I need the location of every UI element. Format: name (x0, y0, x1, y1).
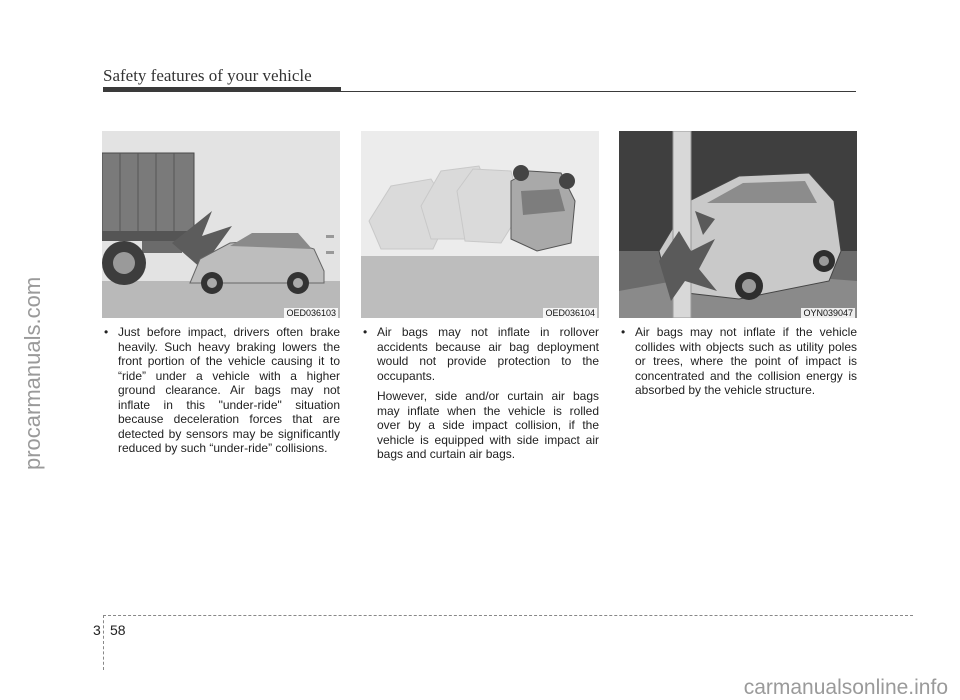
column-1 (102, 131, 340, 456)
paragraph-text-2: However, side and/or curtain air bags may inflate when the vehicle is rolled over by a side impact collision, if the vehicle is equipped with side impact air bags and curtain air bags. (377, 389, 599, 461)
truck-underride-illustration (102, 131, 340, 318)
figure-code: OED036104 (545, 308, 595, 318)
column-2 (361, 131, 599, 462)
rollover-car-illustration (361, 131, 599, 318)
figure-code: OED036103 (286, 308, 336, 318)
figure-code: OYN039047 (803, 308, 853, 318)
pole-collision-illustration (619, 131, 857, 318)
bottom-watermark: carmanualsonline.info (743, 676, 948, 699)
column-3 (619, 131, 857, 398)
page-header-title: Safety features of your vehicle (103, 66, 312, 85)
side-watermark: procarmanuals.com (20, 276, 45, 470)
bullet-icon: • (363, 325, 368, 339)
page-number: 58 (110, 622, 126, 638)
bullet-paragraph (619, 325, 857, 398)
footer-dashed-divider (103, 615, 104, 670)
paragraph-text: Air bags may not inflate if the vehicle collides with objects such as utility poles or trees, where the point of impact is concentrated and the collision energy is absorbed by the vehicle structure. (635, 325, 857, 397)
footer-dashed-rule (103, 615, 913, 616)
paragraph-text: Air bags may not inflate in rollover accidents because air bag deployment would not provide protection to the occupants. (377, 325, 599, 383)
bullet-icon: • (104, 325, 109, 339)
bullet-paragraph (102, 325, 340, 456)
header-rule (103, 91, 856, 92)
chapter-number: 3 (93, 622, 101, 638)
paragraph-text: Just before impact, drivers often brake heavily. Such heavy braking lowers the front portion of the vehicle causing it to “ride” under a vehicle with a higher ground clearance. Air bags may not inflate in this "under-ride" situation because deceleration forces that are detected by sensors may be significantly reduced by such “under-ride” collisions. (118, 325, 340, 455)
bullet-paragraph (361, 325, 599, 383)
bullet-icon: • (621, 325, 626, 339)
